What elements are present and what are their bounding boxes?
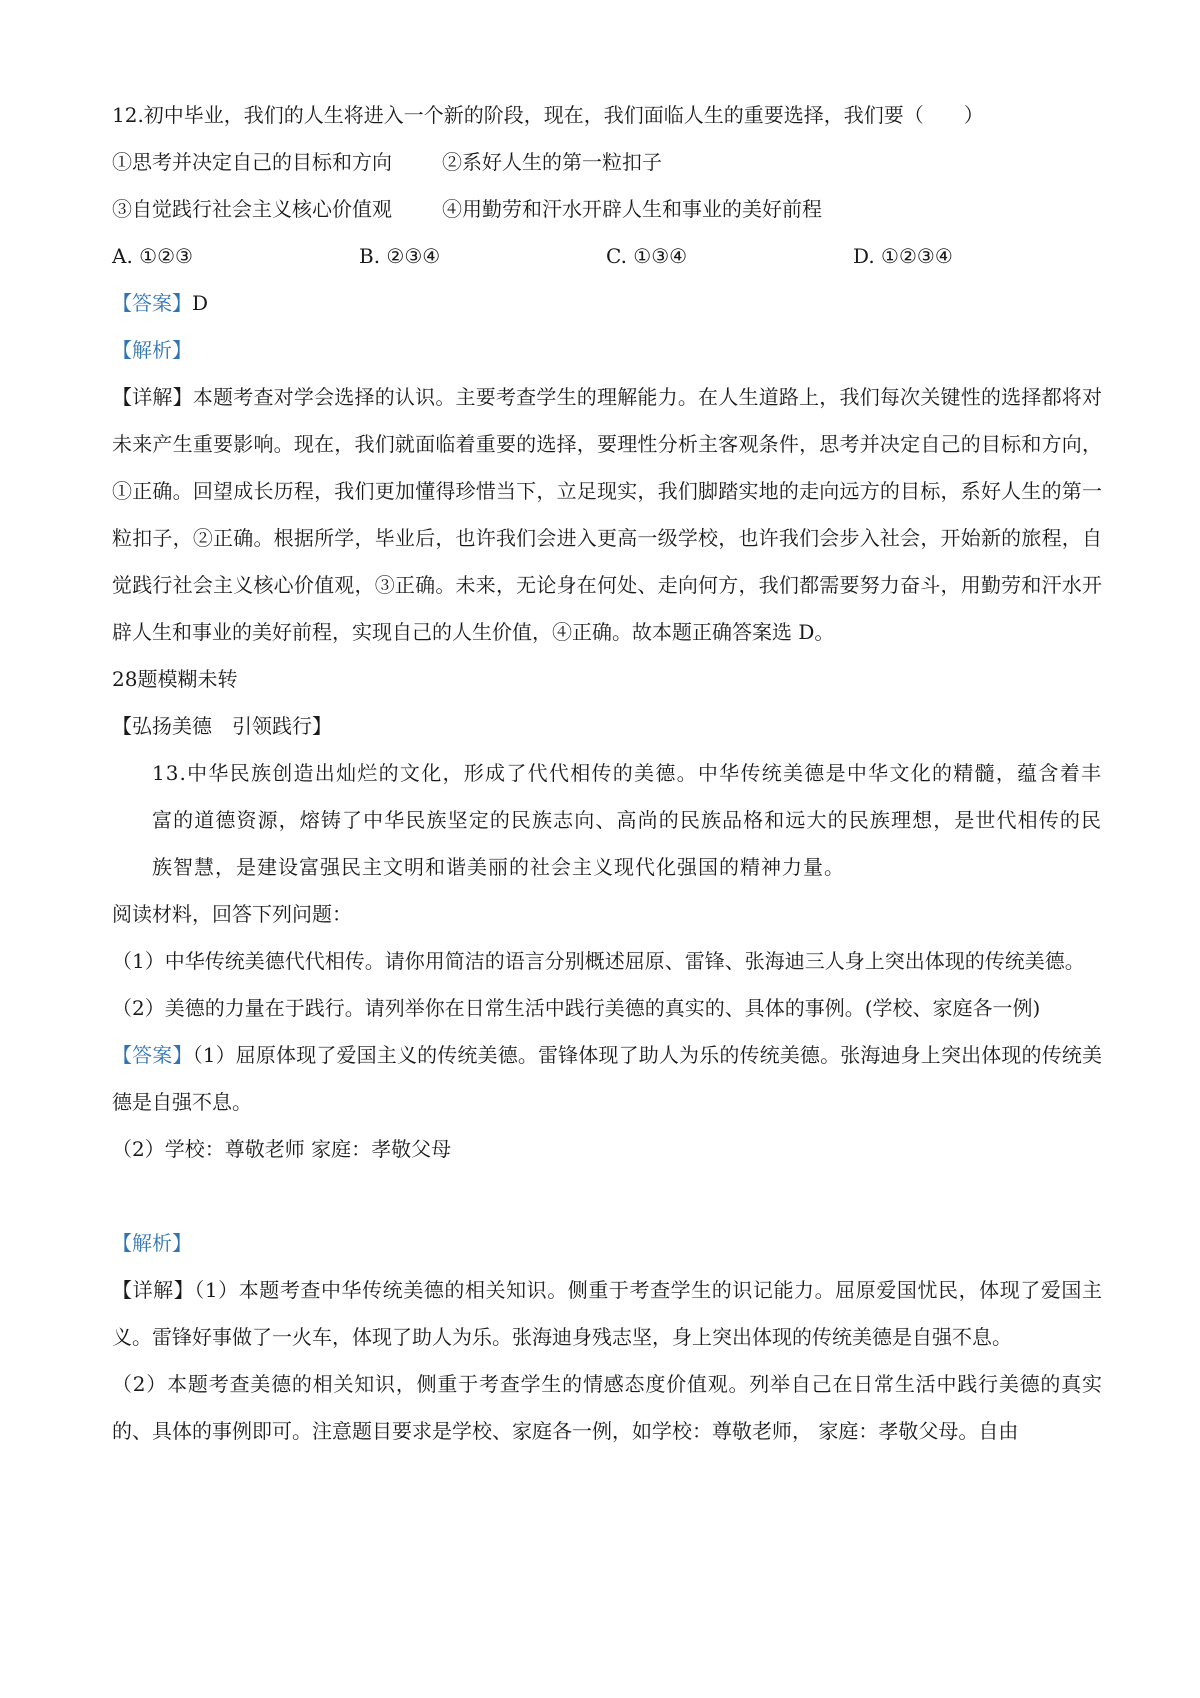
- q13-sub1: （1）中华传统美德代代相传。请你用简洁的语言分别概述屈原、雷锋、张海迪三人身上突出体现的传统美德。: [112, 949, 1085, 973]
- note: 28题模糊未转: [112, 667, 238, 691]
- section-title: 【弘扬美德 引领践行】: [112, 714, 332, 738]
- blank-line: [112, 1173, 1102, 1220]
- q12-analysis-tag: 【解析】: [112, 338, 192, 362]
- q12-choices: [112, 233, 1102, 280]
- answer-tag: 【答案】: [112, 291, 192, 315]
- choice-a: A. ①②③: [112, 244, 193, 268]
- detail-text: （1）本题考查中华传统美德的相关知识。侧重于考查学生的识记能力。屈原爱国忧民，体现了爱国主义。雷锋好事做了一火车，体现了助人为乐。张海迪身残志坚，身上突出体现的传统美德是自强不息。: [112, 1278, 1102, 1349]
- q12-stem: 12.初中毕业，我们的人生将进入一个新的阶段，现在，我们面临人生的重要选择，我们要（ ）: [112, 103, 984, 127]
- q13-analysis-tag: 【解析】: [112, 1231, 192, 1255]
- q12-detail: [112, 374, 1102, 656]
- q13-answer: [112, 1032, 1102, 1126]
- answer-text: （1）屈原体现了爱国主义的传统美德。雷锋体现了助人为乐的传统美德。张海迪身上突出体现的传统美德是自强不息。: [112, 1043, 1102, 1114]
- q13-detail-2: （2）本题考查美德的相关知识，侧重于考查学生的情感态度价值观。列举自己在日常生活中践行美德的真实的、具体的事例即可。注意题目要求是学校、家庭各一例，如学校：尊敬老师， 家庭：孝敬父母。自由: [112, 1372, 1102, 1443]
- q12-item-2: ②系好人生的第一粒扣子: [442, 150, 662, 174]
- detail-tag: 【详解】: [112, 385, 193, 409]
- q12-item-3: ③自觉践行社会主义核心价值观: [112, 197, 392, 221]
- q13-answer-2: （2）学校：尊敬老师 家庭：孝敬父母: [112, 1137, 452, 1161]
- q13-material: 13.中华民族创造出灿烂的文化，形成了代代相传的美德。中华传统美德是中华文化的精髓，蕴含着丰富的道德资源，熔铸了中华民族坚定的民族志向、高尚的民族品格和远大的民族理想，是世代相传的民族智慧，是建设富强民主文明和谐美丽的社会主义现代化强国的精神力量。: [152, 761, 1102, 879]
- q13-prompt: 阅读材料，回答下列问题：: [112, 902, 352, 926]
- detail-tag: 【详解】: [112, 1278, 195, 1302]
- q13-detail-1: [112, 1267, 1102, 1361]
- answer-value: D: [192, 291, 209, 315]
- q12-items-row-2: [112, 186, 1102, 233]
- q12-item-1: ①思考并决定自己的目标和方向: [112, 150, 392, 174]
- q12-items-row-1: [112, 139, 1102, 186]
- q12-item-4: ④用勤劳和汗水开辟人生和事业的美好前程: [442, 197, 822, 221]
- answer-tag: 【答案】: [112, 1043, 193, 1067]
- choice-c: C. ①③④: [606, 244, 688, 268]
- choice-b: B. ②③④: [359, 244, 441, 268]
- detail-text: 本题考查对学会选择的认识。主要考查学生的理解能力。在人生道路上，我们每次关键性的选择都将对未来产生重要影响。现在，我们就面临着重要的选择，要理性分析主客观条件，思考并决定自己的目标和方向，①正确。回望成长历程，我们更加懂得珍惜当下，立足现实，我们脚踏实地的走向远方的目标，系好人生的第一粒扣子，②正确。根据所学，毕业后，也许我们会进入更高一级学校，也许我们会步入社会，开始新的旅程，自觉践行社会主义核心价值观，③正确。未来，无论身在何处、走向何方，我们都需要努力奋斗，用勤劳和汗水开辟人生和事业的美好前程，实现自己的人生价值，④正确。故本题正确答案选 D。: [112, 385, 1103, 644]
- q13-sub2: （2）美德的力量在于践行。请列举你在日常生活中践行美德的真实的、具体的事例。(学校、家庭各一例): [112, 996, 1041, 1020]
- choice-d: D. ①②③④: [853, 244, 953, 268]
- document-page: [112, 92, 1102, 1455]
- q12-answer: [112, 280, 1102, 327]
